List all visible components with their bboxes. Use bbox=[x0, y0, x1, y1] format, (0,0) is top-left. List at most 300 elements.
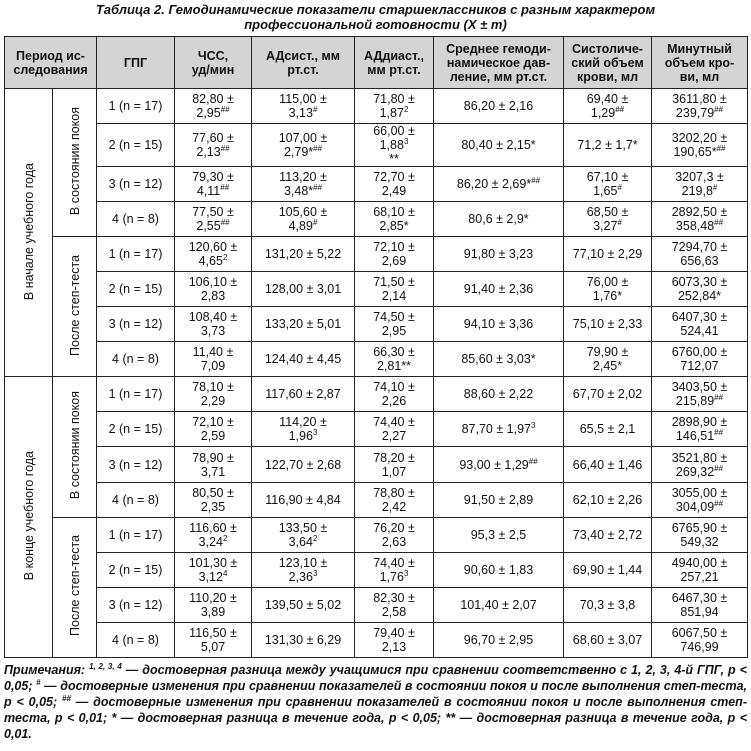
value-text: 79,90 ± bbox=[586, 345, 629, 360]
value-text: 107,00 ± bbox=[278, 131, 328, 146]
column-header-line: намическое дав- bbox=[446, 55, 551, 70]
gpg-cell: 4 (n = 8) bbox=[97, 622, 175, 657]
value-cell bbox=[355, 552, 434, 587]
value-line bbox=[177, 170, 249, 184]
column-header-line: следования bbox=[13, 62, 88, 77]
value-cell bbox=[652, 517, 748, 552]
value-line bbox=[254, 458, 352, 472]
value-cell bbox=[434, 552, 564, 587]
table-title-line-1: Таблица 2. Гемодинамические показатели старшеклассников с разным характером bbox=[95, 2, 656, 17]
period-cell bbox=[5, 377, 53, 658]
value-line bbox=[254, 92, 352, 106]
state-cell bbox=[53, 517, 97, 657]
value-line bbox=[654, 184, 745, 198]
value-cell bbox=[175, 377, 252, 412]
notes-marker: # bbox=[36, 677, 41, 687]
value-text: 62,10 ± 2,26 bbox=[572, 492, 643, 507]
value-text: 2,13 bbox=[196, 145, 221, 160]
value-marker: ## bbox=[714, 393, 724, 403]
value-line bbox=[436, 422, 561, 436]
value-marker: # bbox=[617, 218, 622, 228]
value-line bbox=[357, 486, 431, 500]
value-cell bbox=[175, 517, 252, 552]
value-line bbox=[177, 605, 249, 619]
value-cell bbox=[252, 622, 355, 657]
value-cell bbox=[252, 237, 355, 272]
notes-text: Примечания: bbox=[4, 663, 90, 677]
value-cell bbox=[355, 517, 434, 552]
value-text: 117,60 ± 2,87 bbox=[265, 387, 341, 402]
value-text: 2,42 bbox=[381, 499, 407, 514]
value-line bbox=[177, 626, 249, 640]
value-text: 1,88 bbox=[379, 138, 404, 153]
value-line bbox=[654, 500, 745, 514]
value-cell bbox=[175, 412, 252, 447]
value-text: 4,89 bbox=[288, 219, 313, 234]
table-row bbox=[5, 377, 748, 412]
value-cell bbox=[564, 89, 652, 124]
value-text: 105,60 ± bbox=[278, 205, 328, 220]
value-text: 2892,50 ± bbox=[671, 205, 728, 220]
value-cell bbox=[564, 482, 652, 517]
value-line bbox=[654, 145, 745, 159]
table-row bbox=[5, 167, 748, 202]
value-text: 524,41 bbox=[680, 324, 719, 339]
column-header-line: уд/мин bbox=[191, 62, 235, 77]
value-marker: ## bbox=[220, 218, 230, 228]
notes-text: — достоверная разница между учащимися при сравнении соответственно с 1, 2, 3, 4-й ГПГ, p < 0,05; bbox=[4, 663, 747, 693]
gpg-cell: 1 (n = 17) bbox=[97, 517, 175, 552]
value-line bbox=[566, 458, 649, 472]
value-text: 2,81** bbox=[376, 359, 412, 374]
value-line bbox=[177, 240, 249, 254]
value-text: 79,30 ± bbox=[192, 170, 234, 185]
value-text: 6760,00 ± bbox=[671, 345, 728, 360]
value-text: 71,2 ± 1,7* bbox=[577, 138, 638, 153]
column-header-line: ление, мм рт.ст. bbox=[449, 69, 548, 84]
table-title-line-2: профессиональной готовности (X ± m) bbox=[244, 17, 507, 32]
gpg-cell: 2 (n = 15) bbox=[97, 272, 175, 307]
value-text: 4,11 bbox=[196, 184, 221, 199]
value-line bbox=[357, 275, 431, 289]
value-text: 91,40 ± 2,36 bbox=[463, 282, 534, 297]
value-marker: ## bbox=[528, 456, 538, 466]
table-row bbox=[5, 237, 748, 272]
value-line bbox=[177, 521, 249, 535]
value-line bbox=[177, 145, 249, 159]
value-text: 101,40 ± 2,07 bbox=[460, 597, 537, 612]
value-marker: 2 bbox=[403, 104, 409, 114]
value-text: 2,69 bbox=[381, 254, 407, 269]
value-line bbox=[566, 387, 649, 401]
value-text: 4,65 bbox=[198, 254, 223, 269]
value-line bbox=[177, 359, 249, 373]
value-line bbox=[357, 205, 431, 219]
value-text: 96,70 ± 2,95 bbox=[463, 632, 534, 647]
value-text: 78,80 ± bbox=[373, 485, 415, 500]
value-text: 65,5 ± 2,1 bbox=[579, 422, 636, 437]
value-cell bbox=[564, 552, 652, 587]
value-text: 86,20 ± 2,69* bbox=[456, 177, 532, 192]
value-text: 66,40 ± 1,46 bbox=[572, 457, 643, 472]
value-text: 115,00 ± bbox=[279, 92, 327, 107]
value-text: 2,59 bbox=[200, 429, 226, 444]
column-header-line: ский объем bbox=[571, 55, 644, 70]
value-line bbox=[654, 205, 745, 219]
value-text: 1,87 bbox=[379, 106, 404, 121]
value-cell bbox=[175, 167, 252, 202]
value-text: 2,95 bbox=[381, 324, 407, 339]
value-line bbox=[254, 106, 352, 120]
notes-text: — достоверные изменения при сравнении показателей в состоянии покоя и после выполнения степ-теста, p < 0,01; * — достоверная разница в течение года, p < 0,05; ** — достоверная разница в течение года, p < 0,01. bbox=[4, 695, 747, 741]
value-line bbox=[654, 521, 745, 535]
value-cell bbox=[434, 587, 564, 622]
value-marker: ## bbox=[716, 143, 726, 153]
table-header-row bbox=[5, 37, 748, 89]
value-line bbox=[436, 212, 561, 226]
value-line bbox=[357, 92, 431, 106]
value-text: 88,60 ± 2,22 bbox=[463, 387, 534, 402]
value-text: 2,95 bbox=[196, 106, 221, 121]
value-cell bbox=[252, 552, 355, 587]
value-cell bbox=[252, 517, 355, 552]
value-cell bbox=[564, 307, 652, 342]
value-cell bbox=[175, 482, 252, 517]
value-text: 304,09 bbox=[675, 499, 715, 514]
value-line bbox=[177, 640, 249, 654]
value-cell bbox=[252, 167, 355, 202]
value-cell bbox=[355, 124, 434, 167]
value-cell bbox=[434, 202, 564, 237]
column-header bbox=[434, 37, 564, 89]
value-text: 101,30 ± bbox=[188, 555, 238, 570]
value-line bbox=[566, 345, 649, 359]
value-line bbox=[177, 570, 249, 584]
value-line bbox=[654, 345, 745, 359]
value-text: 2,63 bbox=[381, 534, 407, 549]
value-marker: 3 bbox=[312, 568, 318, 578]
value-line bbox=[654, 394, 745, 408]
value-text: 3,71 bbox=[200, 464, 226, 479]
value-text: 85,60 ± 3,03* bbox=[461, 352, 536, 367]
value-text: 746,99 bbox=[680, 639, 719, 654]
value-line bbox=[177, 380, 249, 394]
value-line bbox=[254, 219, 352, 233]
value-line bbox=[357, 415, 431, 429]
value-text: 72,70 ± bbox=[373, 170, 415, 185]
column-header bbox=[97, 37, 175, 89]
value-line bbox=[254, 317, 352, 331]
value-line bbox=[177, 131, 249, 145]
value-text: 133,20 ± 5,01 bbox=[264, 317, 342, 332]
value-cell bbox=[434, 167, 564, 202]
value-line bbox=[177, 184, 249, 198]
column-header-line: Минутный bbox=[667, 41, 732, 56]
gpg-cell: 3 (n = 12) bbox=[97, 307, 175, 342]
value-cell bbox=[355, 307, 434, 342]
value-text: 1,96 bbox=[288, 429, 313, 444]
value-text: 94,10 ± 3,36 bbox=[463, 317, 534, 332]
value-line bbox=[357, 170, 431, 184]
column-header bbox=[252, 37, 355, 89]
state-label: В состоянии покоя bbox=[67, 391, 82, 500]
value-text: 2898,90 ± bbox=[671, 415, 728, 430]
value-cell bbox=[252, 412, 355, 447]
value-line bbox=[436, 138, 561, 152]
value-line bbox=[254, 570, 352, 584]
table-row bbox=[5, 89, 748, 124]
value-line bbox=[566, 422, 649, 436]
value-cell bbox=[434, 307, 564, 342]
gpg-cell: 4 (n = 8) bbox=[97, 202, 175, 237]
value-line bbox=[654, 451, 745, 465]
value-text: 77,60 ± bbox=[192, 131, 234, 146]
value-line bbox=[357, 324, 431, 338]
value-text: 2,35 bbox=[200, 499, 226, 514]
value-text: 190,65* bbox=[673, 145, 717, 160]
value-line bbox=[566, 205, 649, 219]
state-label: В состоянии покоя bbox=[67, 107, 82, 216]
value-text: 3521,80 ± bbox=[671, 450, 728, 465]
value-text: 72,10 ± bbox=[373, 240, 415, 255]
value-line bbox=[566, 184, 649, 198]
column-header-line: Среднее гемоди- bbox=[446, 41, 551, 56]
value-text: 2,55 bbox=[196, 219, 221, 234]
value-text: 69,90 ± 1,44 bbox=[572, 562, 643, 577]
value-cell bbox=[434, 517, 564, 552]
value-cell bbox=[652, 237, 748, 272]
value-text: 6067,50 ± bbox=[671, 625, 728, 640]
value-cell bbox=[175, 272, 252, 307]
value-text: 1,76* bbox=[592, 289, 623, 304]
value-text: 257,21 bbox=[680, 569, 719, 584]
column-header-line: рт.ст. bbox=[287, 62, 319, 77]
value-cell bbox=[175, 124, 252, 167]
value-text: 6467,30 ± bbox=[671, 590, 728, 605]
value-text: 91,80 ± 3,23 bbox=[463, 247, 534, 262]
value-text: 851,94 bbox=[680, 604, 719, 619]
column-header-line: крови, мл bbox=[576, 69, 639, 84]
value-cell bbox=[564, 587, 652, 622]
column-header-line: ГПГ bbox=[123, 55, 148, 70]
value-cell bbox=[175, 89, 252, 124]
value-cell bbox=[652, 552, 748, 587]
value-text: 3,73 bbox=[200, 324, 226, 339]
notes-text: — достоверные изменения при сравнении показателей в состоянии покоя и после выполнения степ-теста, p < 0,05; bbox=[4, 679, 747, 709]
column-header bbox=[652, 37, 748, 89]
value-text: 3,89 bbox=[200, 604, 226, 619]
value-line bbox=[566, 275, 649, 289]
value-line bbox=[357, 219, 431, 233]
value-line bbox=[254, 170, 352, 184]
value-line bbox=[177, 415, 249, 429]
value-text: 3202,20 ± bbox=[671, 131, 728, 146]
value-text: 114,20 ± bbox=[279, 415, 327, 430]
value-line bbox=[654, 605, 745, 619]
value-text: 3403,50 ± bbox=[671, 380, 728, 395]
gpg-cell: 2 (n = 15) bbox=[97, 124, 175, 167]
column-header bbox=[355, 37, 434, 89]
value-cell bbox=[252, 587, 355, 622]
value-line bbox=[177, 345, 249, 359]
value-line bbox=[436, 317, 561, 331]
value-line bbox=[357, 359, 431, 373]
value-text: 2,58 bbox=[381, 604, 407, 619]
value-text: 4940,00 ± bbox=[671, 555, 728, 570]
value-line bbox=[436, 177, 561, 191]
value-line bbox=[357, 556, 431, 570]
value-line bbox=[654, 591, 745, 605]
column-header bbox=[175, 37, 252, 89]
value-cell bbox=[175, 307, 252, 342]
value-text: 120,60 ± bbox=[188, 240, 238, 255]
column-header-line: Период ис- bbox=[16, 48, 85, 63]
value-text: 6073,30 ± bbox=[671, 275, 728, 290]
value-text: 76,20 ± bbox=[373, 520, 415, 535]
value-line bbox=[254, 598, 352, 612]
value-cell bbox=[355, 587, 434, 622]
value-text: 116,60 ± bbox=[189, 520, 237, 535]
value-line bbox=[566, 170, 649, 184]
value-text: 3,12 bbox=[198, 569, 223, 584]
value-line bbox=[254, 184, 352, 198]
value-cell bbox=[355, 482, 434, 517]
table-row bbox=[5, 124, 748, 167]
value-text: 116,90 ± 4,84 bbox=[265, 492, 341, 507]
value-text: 68,60 ± 3,07 bbox=[572, 632, 643, 647]
value-line bbox=[566, 289, 649, 303]
value-text: 2,29 bbox=[200, 394, 226, 409]
value-text: 87,70 ± 1,97 bbox=[461, 422, 531, 437]
value-text: 3,24 bbox=[198, 534, 223, 549]
value-cell bbox=[652, 587, 748, 622]
value-cell bbox=[564, 517, 652, 552]
column-header-line: объем кро- bbox=[664, 55, 735, 70]
value-line bbox=[357, 591, 431, 605]
value-line bbox=[254, 535, 352, 549]
column-header-line: Систоличе- bbox=[572, 41, 643, 56]
value-line bbox=[357, 138, 431, 152]
value-text: 82,80 ± bbox=[192, 92, 234, 107]
value-cell bbox=[434, 272, 564, 307]
value-cell bbox=[564, 377, 652, 412]
value-line bbox=[254, 205, 352, 219]
value-line bbox=[654, 289, 745, 303]
value-text: 76,00 ± bbox=[586, 275, 629, 290]
value-line bbox=[254, 282, 352, 296]
value-line bbox=[357, 570, 431, 584]
value-marker: # bbox=[312, 218, 318, 228]
value-line bbox=[177, 556, 249, 570]
value-line bbox=[357, 345, 431, 359]
value-cell bbox=[252, 272, 355, 307]
table-row bbox=[5, 272, 748, 307]
value-text: 77,10 ± 2,29 bbox=[572, 247, 643, 262]
value-cell bbox=[175, 342, 252, 377]
value-text: 1,29 bbox=[590, 106, 616, 121]
value-line bbox=[254, 131, 352, 145]
value-cell bbox=[652, 342, 748, 377]
value-text: 3,27 bbox=[593, 219, 618, 234]
value-text: 74,40 ± bbox=[373, 555, 415, 570]
value-line bbox=[357, 240, 431, 254]
value-marker: ## bbox=[714, 218, 724, 228]
value-cell bbox=[652, 622, 748, 657]
value-cell bbox=[652, 272, 748, 307]
value-line bbox=[436, 99, 561, 113]
value-marker: # bbox=[312, 104, 318, 114]
value-text: 71,80 ± bbox=[373, 92, 415, 107]
value-line bbox=[357, 640, 431, 654]
value-marker: ## bbox=[531, 175, 541, 185]
table-row bbox=[5, 202, 748, 237]
value-line bbox=[254, 387, 352, 401]
column-header-line: ви, мл bbox=[679, 69, 720, 84]
value-text: 67,10 ± bbox=[586, 170, 629, 185]
value-marker: ## bbox=[714, 428, 724, 438]
value-cell bbox=[564, 124, 652, 167]
value-marker: ## bbox=[220, 104, 230, 114]
value-cell bbox=[252, 482, 355, 517]
value-line bbox=[357, 626, 431, 640]
value-line bbox=[177, 275, 249, 289]
value-text: 7,09 bbox=[200, 359, 226, 374]
value-cell bbox=[652, 167, 748, 202]
value-text: 2,45* bbox=[592, 359, 623, 374]
value-text: 3207,3 ± bbox=[675, 170, 724, 185]
value-text: 68,50 ± bbox=[586, 205, 629, 220]
value-marker: ## bbox=[220, 143, 230, 153]
value-cell bbox=[652, 377, 748, 412]
value-cell bbox=[434, 124, 564, 167]
value-line bbox=[566, 317, 649, 331]
value-cell bbox=[355, 202, 434, 237]
value-line bbox=[254, 521, 352, 535]
value-line bbox=[254, 145, 352, 159]
value-line bbox=[654, 240, 745, 254]
value-line bbox=[654, 556, 745, 570]
value-text: 133,50 ± bbox=[278, 520, 328, 535]
value-line bbox=[654, 415, 745, 429]
value-line bbox=[357, 184, 431, 198]
value-line bbox=[654, 170, 745, 184]
table-row bbox=[5, 307, 748, 342]
table-row bbox=[5, 342, 748, 377]
value-text: 73,40 ± 2,72 bbox=[572, 527, 643, 542]
value-text: 3,13 bbox=[288, 106, 313, 121]
value-line bbox=[177, 591, 249, 605]
value-cell bbox=[564, 342, 652, 377]
value-marker: ## bbox=[313, 182, 323, 192]
value-line bbox=[177, 254, 249, 268]
value-marker: ## bbox=[220, 182, 230, 192]
value-text: 116,50 ± bbox=[189, 625, 237, 640]
value-line bbox=[357, 465, 431, 479]
value-line bbox=[566, 598, 649, 612]
value-text: 72,10 ± bbox=[192, 415, 234, 430]
value-text: 95,3 ± 2,5 bbox=[470, 527, 527, 542]
value-marker: # bbox=[712, 182, 718, 192]
value-line bbox=[436, 458, 561, 472]
value-cell bbox=[355, 622, 434, 657]
value-cell bbox=[355, 272, 434, 307]
value-line bbox=[357, 429, 431, 443]
value-text: 74,10 ± bbox=[373, 380, 415, 395]
column-header bbox=[5, 37, 97, 89]
value-line bbox=[357, 289, 431, 303]
value-text: 78,90 ± bbox=[192, 450, 234, 465]
value-text: 7294,70 ± bbox=[671, 240, 728, 255]
